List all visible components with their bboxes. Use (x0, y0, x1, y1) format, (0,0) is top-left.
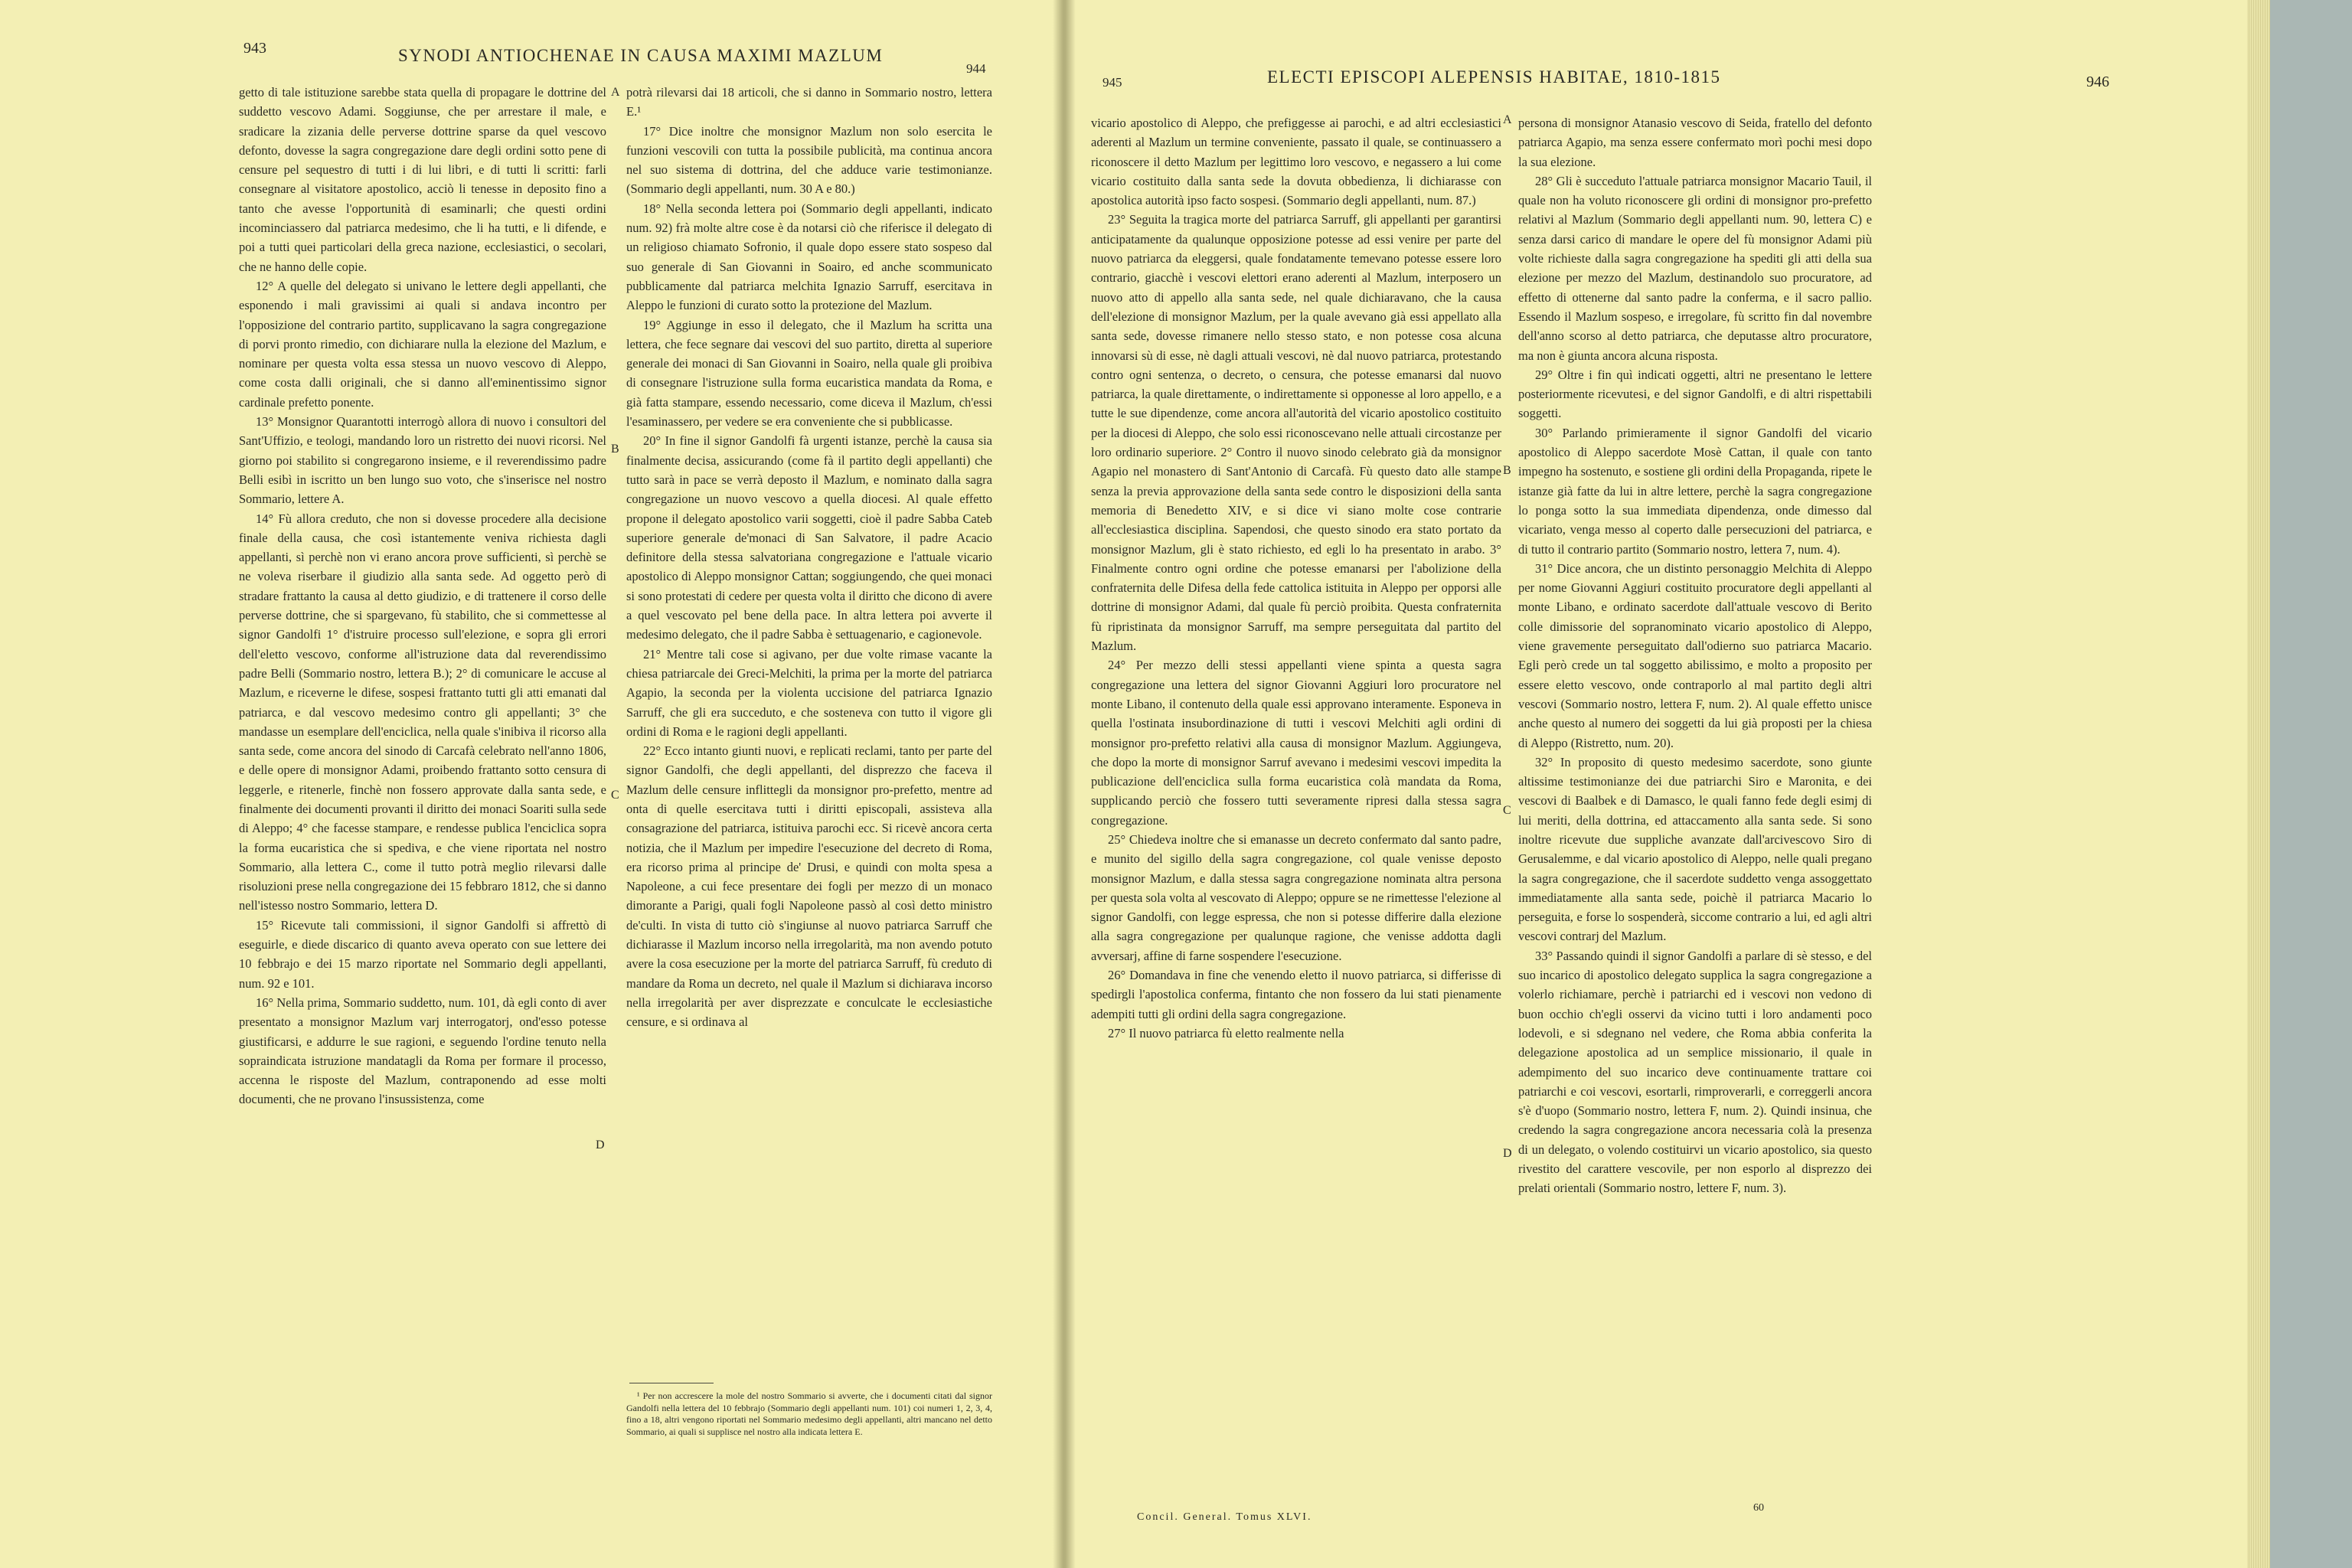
right-page (1060, 0, 2262, 1568)
text-column-left (239, 83, 606, 1109)
margin-marker: A (611, 86, 620, 99)
paragraph: 23° Seguita la tragica morte del patriarca Sarruff, gli appellanti per garantirsi anticipatamente da qualunque opposizione potesse ad essi venire per parte del nuovo patriarca da eleggersi, quale fondatamente temevano potesse essere loro contrario, giacchè i vescovi elettori erano aderenti al Mazlum, interposero un nuovo atto di appello alla santa sede, nel quale dichiaravano, che la causa dell'elezione di monsignor Mazlum, per la quale avevano già essi appellato alla santa sede, dovesse rimanere nello stesso stato, e non potesse cosa alcuna innovarsi sù di esse, nè dagli attuali vescovi, nè dal nuovo patriarca, protestando contro ogni sentenza, o decreto, o censura, che potesse emanarsi dal nuovo patriarca, la quale direttamente, o indirettamente si opponesse al loro appello, e a tutte le sue dipendenze, come ancora all'autorità del vicario apostolico costituito per la diocesi di Aleppo, che solo essi riconoscevano nelle attuali circostanze per loro ordinario superiore. 2° Contro il nuovo sinodo celebrato già da monsignor Agapio nel monastero di Sant'Antonio di Carcafà. Fù questo dato alle stampe senza la previa approvazione della santa sede contro le disposizioni della santa memoria di Benedetto XIV, e si dice vi siano molte cose contrarie all'ecclesiastica disciplina. Sapendosi, che questo sinodo era stato portato da monsignor Mazlum, gli è stato richiesto, ed egli lo ha presentato in arabo. 3° Finalmente contro ogni ordine che potesse emanarsi per l'abolizione della confraternita delle Difesa della fede cattolica istituita in Aleppo per opporsi alle dottrine di monsignor Adami, dal quale fù perciò proibita. Questa confraternita fù ripristinata da monsignor Sarruff, ma sempre perseguitata dal partito del Mazlum. (1091, 212, 1501, 654)
paragraph: 15° Ricevute tali commissioni, il signor Gandolfi si affrettò di eseguirle, e diede discarico di quanto aveva operato con sue lettere dei 10 febbrajo e dei 15 marzo riportate nel Sommario degli appellanti, num. 92 e 101. (239, 917, 606, 991)
paragraph: 32° In proposito di questo medesimo sacerdote, sono giunte altissime testimonianze dei due patriarchi Siro e Maronita, e dei vescovi di Baalbek e di Damasco, le quali fanno fede degli esimj di lui meriti, della dottrina, ed attaccamento alla santa sede. Si sono inoltre ricevute due suppliche avanzate dall'arcivescovo Siro di Gerusalemme, e dal vicario apostolico di Aleppo, nelle quali pregano la sagra congregazione, che il sacerdote suddetto venga assoggettato immediatamente alla santa sede, poichè il patriarca Macario lo perseguita, e forse lo sospenderà, siccome contrario a lui, ed agli altri vescovi contrarj del Mazlum. (1518, 754, 1872, 944)
paragraph: 25° Chiedeva inoltre che si emanasse un decreto confermato dal santo padre, e munito del sigillo della sagra congregazione, col quale venisse deposto monsignor Mazlum, e dalla stessa sagra congregazione nominata altra persona per questa sola volta al vescovato di Aleppo; oppure se ne rimettesse l'elezione al signor Gandolfi, con legge espressa, che non si potesse differire dalla elezione alla sagra congregazione per qualunque ragione, che venisse addotta dagli avversarj, affine di farne sospendere l'esecuzione. (1091, 831, 1501, 963)
paragraph: 19° Aggiunge in esso il delegato, che il Mazlum ha scritta una lettera, che fece segnare dai vescovi del suo partito, diretta al superiore generale dei monaci di San Giovanni in Soairo, nella quale gli proibiva di consegnare l'istruzione sulla forma eucaristica mandata da Roma, e già fatta stampare, essendo necessario, come diceva il Mazlum, ch'essi l'esaminassero, per vedere se era conveniente che si pubblicasse. (626, 317, 992, 430)
paragraph: persona di monsignor Atanasio vescovo di Seida, fratello del defonto patriarca Agapio, ma senza essere confermato morì pochi mesi dopo la sua elezione. (1518, 116, 1872, 169)
book-gutter (1053, 0, 1076, 1568)
text-column-right (626, 83, 992, 1032)
text-column-left (1091, 113, 1501, 1043)
paragraph: vicario apostolico di Aleppo, che prefiggesse ai parochi, e ad altri ecclesiastici aderenti al Mazlum un termine conveniente, passato il quale, se continuassero a riconoscere il detto Mazlum per legittimo loro vescovo, e negassero a lui come vicario costituito dalla santa sede la dovuta obbedienza, li dichiarasse con apostolica autorità ipso facto sospesi. (Sommario degli appellanti, num. 87.) (1091, 116, 1501, 208)
paragraph: 31° Dice ancora, che un distinto personaggio Melchita di Aleppo per nome Giovanni Aggiuri costituito procuratore degli appellanti al monte Libano, e ordinato sacerdote dall'attuale vescovo di Berito colle dimissorie del sopranominato vicario apostolico di Aleppo, viene gravemente perseguitato dall'odierno suo patriarca Macario. Egli però crede un tal soggetto abilissimo, e molto a proposito per essere eletto vescovo, onde contraporlo al mal partito degli altri vescovi (Sommario nostro, lettera F, num. 2). Al quale effetto unisce anche questo al numero dei soggetti da lui già proposti per la chiesa di Aleppo (Ristretto, num. 20). (1518, 560, 1872, 750)
page-edges (2247, 0, 2270, 1568)
paragraph: 24° Per mezzo delli stessi appellanti viene spinta a questa sagra congregazione una lettera del signor Giovanni Aggiuri loro procuratore nel monte Libano, il contenuto della quale essi approvano interamente. Esponeva in quella l'ostinata insubordinazione di tutti i vescovi Melchiti agli ordini di monsignor pro-prefetto relativi alla causa di monsignor Mazlum. Aggiungeva, che dopo la morte di monsignor Sarruf avevano i medesimi vescovi impedita la publicazione dell'enciclica sulla forma eucaristica colà mandata da Roma, supplicando perciò che fossero tutti severamente ripresi dalla stessa sagra congregazione. (1091, 658, 1501, 828)
paragraph: 33° Passando quindi il signor Gandolfi a parlare di sè stesso, e del suo incarico di apostolico delegato supplica la sagra congregazione a volerlo richiamare, perchè i patriarchi ed i vescovi non vedono di buon occhio ch'egli osservi da vicino tutti i loro andamenti poco lodevoli, e si sdegnano nel vedere, che Roma abbia conferita la delegazione apostolica ad un semplice missionario, il quale in adempimento del suo incarico deve continuamente trattare coi patriarchi e coi vescovi, esortarli, rimproverarli, e correggerli ancora s'è d'uopo (Sommario nostro, lettera F, num. 2). Quindi insinua, che credendo la sagra congregazione ancora necessaria colà la presenza di un delegato, o volendo costituirvi un vicario apostolico, sia questo rivestito del carattere vescovile, per non esporlo al disprezzo dei prelati orientali (Sommario nostro, lettere F, num. 3). (1518, 948, 1872, 1196)
left-page (0, 0, 1060, 1568)
margin-marker: B (611, 443, 619, 456)
paragraph: 17° Dice inoltre che monsignor Mazlum non solo esercita le funzioni vescovili con tutta la possibile publicità, ma continua ancora nel suo sistema di dottrina, del che adduce varie testimonianze. (Sommario degli appellanti, num. 30 A e 80.) (626, 123, 992, 197)
paragraph: 30° Parlando primieramente il signor Gandolfi del vicario apostolico di Aleppo sacerdote Mosè Cattan, il quale con tanto impegno ha sostenuto, e sostiene gli ordini della Propaganda, ripete le istanze già fatte da lui in altre lettere, perchè la sagra congregazione lo ponga sotto la sua immediata dipendenza, onde dimesso dal vicariato, venga messo al coperto dalle persecuzioni del patriarca, e di tutto il contrario partito (Sommario nostro, lettera 7, num. 4). (1518, 425, 1872, 557)
text-column-right (1518, 113, 1872, 1198)
paragraph: 27° Il nuovo patriarca fù eletto realmente nella (1108, 1025, 1344, 1040)
signature-number: 60 (1753, 1502, 1764, 1514)
paragraph: 13° Monsignor Quarantotti interrogò allora di nuovo i consultori del Sant'Uffizio, e teologi, mandando loro un ristretto dei nuovi ricorsi. Nel giorno poi stabilito si congregarono insieme, e il reverendissimo padre Belli esibì in iscritto un ben lungo suo voto, che s'inserisce nel nostro Sommario, lettere A. (239, 414, 606, 507)
paragraph: 12° A quelle del delegato si univano le lettere degli appellanti, che esponendo i mali gravissimi ai quali si andava incontro per l'opposizione del contrario partito, supplicavano la sagra congregazione di porvi pronto rimedio, con dichiarare nulla la elezione del Mazlum, e nominare per questa volta essa stessa un nuovo vescovo di Aleppo, come costa dalli originali, che si danno all'eminentissimo signor cardinale prefetto ponente. (239, 278, 606, 410)
paragraph: potrà rilevarsi dai 18 articoli, che si danno in Sommario nostro, lettera E.¹ (626, 85, 992, 119)
page-number: 945 (1102, 75, 1122, 90)
paragraph: 14° Fù allora creduto, che non si dovesse procedere alla decisione finale della causa, che così istantemente veniva richiesta dagli appellanti, sì perchè non vi erano ancora prove sufficienti, sì perchè se ne voleva riserbare il giudizio alla santa sede. Ad oggetto però di stradare frattanto la causa al detto giudizio, e di trattenere il corso delle perverse dottrine, che si spargevano, fù stabilito, che si commettesse al signor Gandolfi 1° d'istruire processo sull'elezione, e sopra gli errori dell'eletto vescovo, conforme all'istruzione data dal reverendissimo padre Belli (Sommario nostro, lettera B.); 2° di comunicare le accuse al Mazlum, e riceverne le difese, sospesi frattanto tutti gli atti emanati dal patriarca, e dal vescovo medesimo contro gli appellanti; 3° che mandasse un esemplare dell'enciclica, nella quale s'inibiva il ricorso alla santa sede, come ancora del sinodo di Carcafà celebrato nell'anno 1806, e delle opere di monsignor Adami, proibendo frattanto sotto censura di leggerle, e ritenerle, finchè non fossero approvate dalla santa sede, e finalmente dei documenti provanti il diritto dei monaci Soariti sulla sede di Aleppo; 4° che facesse stampare, e rendesse publica l'enciclica sopra la forma eucaristica che si spediva, e che viene riportata nel nostro Sommario, alla lettera C., come il tutto potrà meglio rilevarsi dalle risoluzioni prese nella congregazione dei 15 febbraro 1812, che si danno nell'istesso nostro Sommario, lettera D. (239, 511, 606, 913)
margin-marker: C (611, 789, 619, 802)
page-number: 944 (966, 61, 986, 76)
paragraph: 29° Oltre i fin quì indicati oggetti, altri ne presentano le lettere posteriormente ricevutesi, e del signor Gandolfi, e di altri rispettabili soggetti. (1518, 367, 1872, 421)
footnote (626, 1390, 992, 1438)
footnote-text: ¹ Per non accrescere la mole del nostro Sommario si avverte, che i documenti citati dal signor Gandolfi nella lettera del 10 febbrajo (Sommario degli appellanti num. 101) coi numeri 1, 2, 3, 4, fino a 18, altri vengono riportati nel Sommario medesimo degli appellanti, altri mancano nel detto Sommario, ai quali si supplisce nel nostro alla indicata lettera E. (626, 1390, 992, 1437)
paragraph: getto di tale istituzione sarebbe stata quella di propagare le dottrine del suddetto vescovo Adami. Soggiunse, che per arrestare il male, e sradicare la zizania delle perverse dottrine sparse da quel vescovo defonto, dovesse la sagra congregazione dare degli ordini sotto pene di censure pel sequestro di tutti i di lui libri, e di tutti li scritti: farli consegnare al visitatore apostolico, acciò li tenesse in deposito fino a tanto che avesse l'opportunità di esaminarli; che questi ordini incominciassero dal patriarca medesimo, che li ha tutti, e li difende, e poi a tutti quei particolari della greca nazione, ecclesiastici, o secolari, che ne hanno delle copie. (239, 85, 606, 274)
running-head: ELECTI EPISCOPI ALEPENSIS HABITAE, 1810-1815 (1267, 67, 1721, 87)
background-table (2262, 0, 2352, 1568)
margin-marker: C (1503, 804, 1511, 817)
margin-marker: B (1503, 464, 1511, 477)
paragraph: 18° Nella seconda lettera poi (Sommario degli appellanti, indicato num. 92) frà molte altre cose è da notarsi ciò che riferisce il delegato di un religioso chiamato Sofronio, il quale dopo essere stato sospeso dal suo generale di San Giovanni in Soairo, ed anche scommunicato pubblicamente dal patriarca melchita Ignazio Sarruff, esercitava in Aleppo le funzioni di curato sotto la protezione del Mazlum. (626, 201, 992, 313)
page-number: 946 (2086, 74, 2109, 90)
page-number: 943 (243, 40, 266, 57)
paragraph: 28° Gli è succeduto l'attuale patriarca monsignor Macario Tauil, il quale non ha voluto riconoscere gli ordini di monsignor pro-prefetto relativi al Mazlum (Sommario degli appellanti num. 90, lettera C) e senza darsi carico di mandare le opere del fù monsignor Adami più volte richieste dalla sagra congregazione ha spediti gli atti della sua elezione per mezzo del Mazlum, destinandolo suo procuratore, ad effetto di ottenerne dal santo padre la conferma, e il sacro pallio. Essendo il Mazlum sospeso, e irregolare, fù scritto fin dal novembre dell'anno scorso al detto patriarca, che deputasse altro procuratore, ma non è giunta ancora alcuna risposta. (1518, 173, 1872, 363)
running-head: SYNODI ANTIOCHENAE IN CAUSA MAXIMI MAZLUM (398, 46, 884, 65)
paragraph: 20° In fine il signor Gandolfi fà urgenti istanze, perchè la causa sia finalmente decisa, assicurando (come fà il partito degli appellanti) che tutto sarà in pace se verrà deposto il Mazlum, e nominato dalla sagra congregazione un nuovo vescovo a quella diocesi. Al quale effetto propone il delegato apostolico varii soggetti, cioè il padre Sabba Cateb superiore generale de'monaci di San Salvatore, il padre Acacio definitore della stessa salvatoriana congregazione e l'attuale vicario apostolico di Aleppo monsignor Cattan; soggiungendo, che quei monaci si sono protestati di cedere per questa volta il diritto che dicono di avere a quel vescovato pel bene della pace. In altra lettera poi avverte il medesimo delegato, che il padre Sabba è settuagenario, e cagionevole. (626, 433, 992, 642)
signature-line: Concil. General. Tomus XLVI. (1137, 1511, 1312, 1523)
margin-marker: D (1503, 1147, 1512, 1160)
paragraph: 21° Mentre tali cose si agivano, per due volte rimase vacante la chiesa patriarcale dei Greci-Melchiti, la prima per la morte del patriarca Agapio, la seconda per la violenta uccisione del patriarca Ignazio Sarruff, che gli era succeduto, e che sosteneva con tutto il vigore gli ordini di Roma e le ragioni degli appellanti. (626, 646, 992, 739)
margin-marker: A (1503, 113, 1512, 126)
paragraph: 16° Nella prima, Sommario suddetto, num. 101, dà egli conto di aver presentato a monsignor Mazlum varj interrogatorj, ond'esso potesse giustificarsi, e addurre le sue ragioni, e seguendo l'ordine tenuto nella sopraindicata istruzione mandatagli da Roma per formare il processo, accenna le risposte del Mazlum, contraponendo ad esse molti documenti, che ne provano l'insussistenza, come (239, 995, 606, 1107)
margin-marker: D (596, 1138, 605, 1152)
paragraph: 26° Domandava in fine che venendo eletto il nuovo patriarca, si differisse di spedirgli l'apostolica conferma, fintanto che non fossero da lui stati pienamente adempiti tutti gli ordini della sagra congregazione. (1091, 968, 1501, 1021)
paragraph: 22° Ecco intanto giunti nuovi, e replicati reclami, tanto per parte del signor Gandolfi, che degli appellanti, del disprezzo che faceva il Mazlum delle censure inflittegli da monsignor pro-prefetto, mentre ad onta di quelle esercitava tutti i diritti episcopali, assisteva alla consagrazione del patriarca, istituiva parochi ecc. Si ricevè ancora certa notizia, che il Mazlum per impedire l'esecuzione del decreto di Roma, era ricorso prima al principe de' Drusi, e quindi con molta spesa a Napoleone, a cui fece presentare dei fogli per mezzo di un monaco dimorante a Parigi, quali fogli Napoleone passò al così detto ministro de'culti. In vista di tutto ciò s'ingiunse al nuovo patriarca Sarruff che dichiarasse il Mazlum incorso nella irregolarità, ma non avendo potuto avere la cosa esecuzione per la morte del patriarca Sarruff, fù creduto di mandare da Roma un decreto, nel quale il Mazlum si dichiarava incorso nella irregolarità per aver disprezzate e conculcate le ecclesiastiche censure, e si ordinava al (626, 743, 992, 1030)
